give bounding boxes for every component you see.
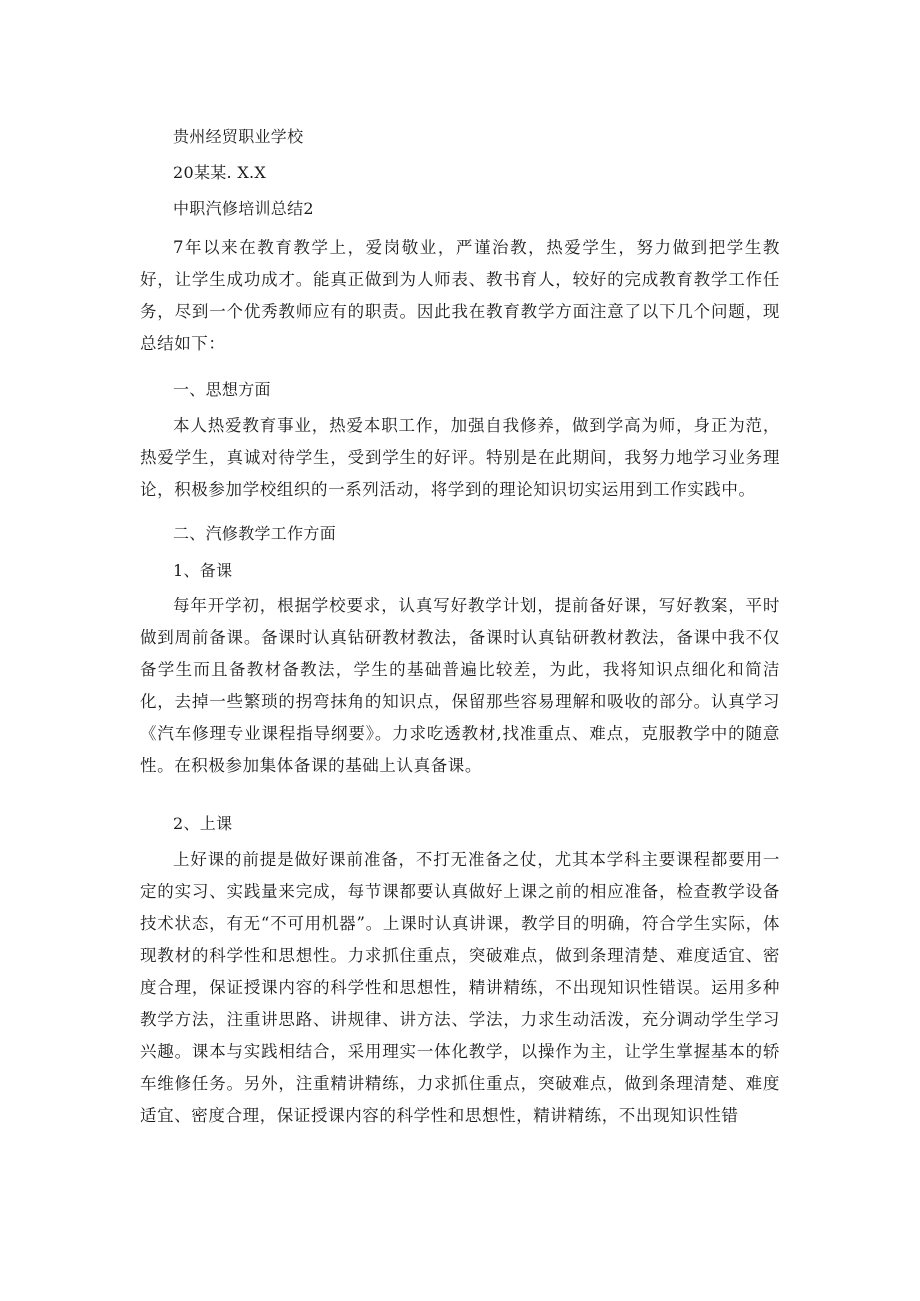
- subsection-paragraph-class: 上好课的前提是做好课前准备，不打无准备之仗，尤其本学科主要课程都要用一定的实习、实践量来完成，每节课都要认真做好上课之前的相应准备，检查教学设备技术状态，有无“不可用机器”。上课时认真讲课，教学目的明确，符合学生实际，体现教材的科学性和思想性。力求抓住重点，突破难点，做到条理清楚、难度适宜、密度合理，保证授课内容的科学性和思想性，精讲精练，不出现知识性错误。运用多种教学方法，注重讲思路、讲规律、讲方法、学法，力求生动活泼，充分调动学生学习兴趣。课本与实践相结合，采用理实一体化教学，以操作为主，让学生掌握基本的轿车维修任务。另外，注重精讲精练，力求抓住重点，突破难点，做到条理清楚、难度适宜、密度合理，保证授课内容的科学性和思想性，精讲精练，不出现知识性错: [140, 850, 780, 1125]
- intro-paragraph: 7年以来在教育教学上，爱岗敬业，严谨治教，热爱学生，努力做到把学生教好，让学生成功成才。能真正做到为人师表、教书育人，较好的完成教育教学工作任务，尽到一个优秀教师应有的职责。因此我在教育教学方面注意了以下几个问题，现总结如下：: [140, 238, 780, 353]
- document-title: 中职汽修培训总结2: [173, 199, 314, 218]
- subsection-paragraph-prep: 每年开学初，根据学校要求，认真写好教学计划，提前备好课，写好教案，平时做到周前备课。备课时认真钻研教材教法，备课时认真钻研教材教法，备课中我不仅备学生而且备教材备教法，学生的基础普遍比较差，为此，我将知识点细化和简洁化，去掉一些繁琐的拐弯抹角的知识点，保留那些容易理解和吸收的部分。认真学习《汽车修理专业课程指导纲要》。力求吃透教材,找准重点、难点，克服教学中的随意性。在积极参加集体备课的基础上认真备课。: [140, 596, 780, 775]
- subsection-heading-prep: 1、备课: [173, 561, 233, 580]
- section-paragraph-thought: 本人热爱教育事业，热爱本职工作，加强自我修养，做到学高为师，身正为范，热爱学生，真诚对待学生，受到学生的好评。特别是在此期间，我努力地学习业务理论，积极参加学校组织的一系列活动，将学到的理论知识切实运用到工作实践中。: [140, 416, 780, 499]
- document-date: 20某某. X.X: [173, 163, 267, 182]
- subsection-heading-class: 2、上课: [173, 814, 233, 833]
- section-heading-teaching: 二、汽修教学工作方面: [173, 524, 337, 543]
- section-heading-thought: 一、思想方面: [173, 380, 271, 399]
- school-name: 贵州经贸职业学校: [173, 127, 304, 146]
